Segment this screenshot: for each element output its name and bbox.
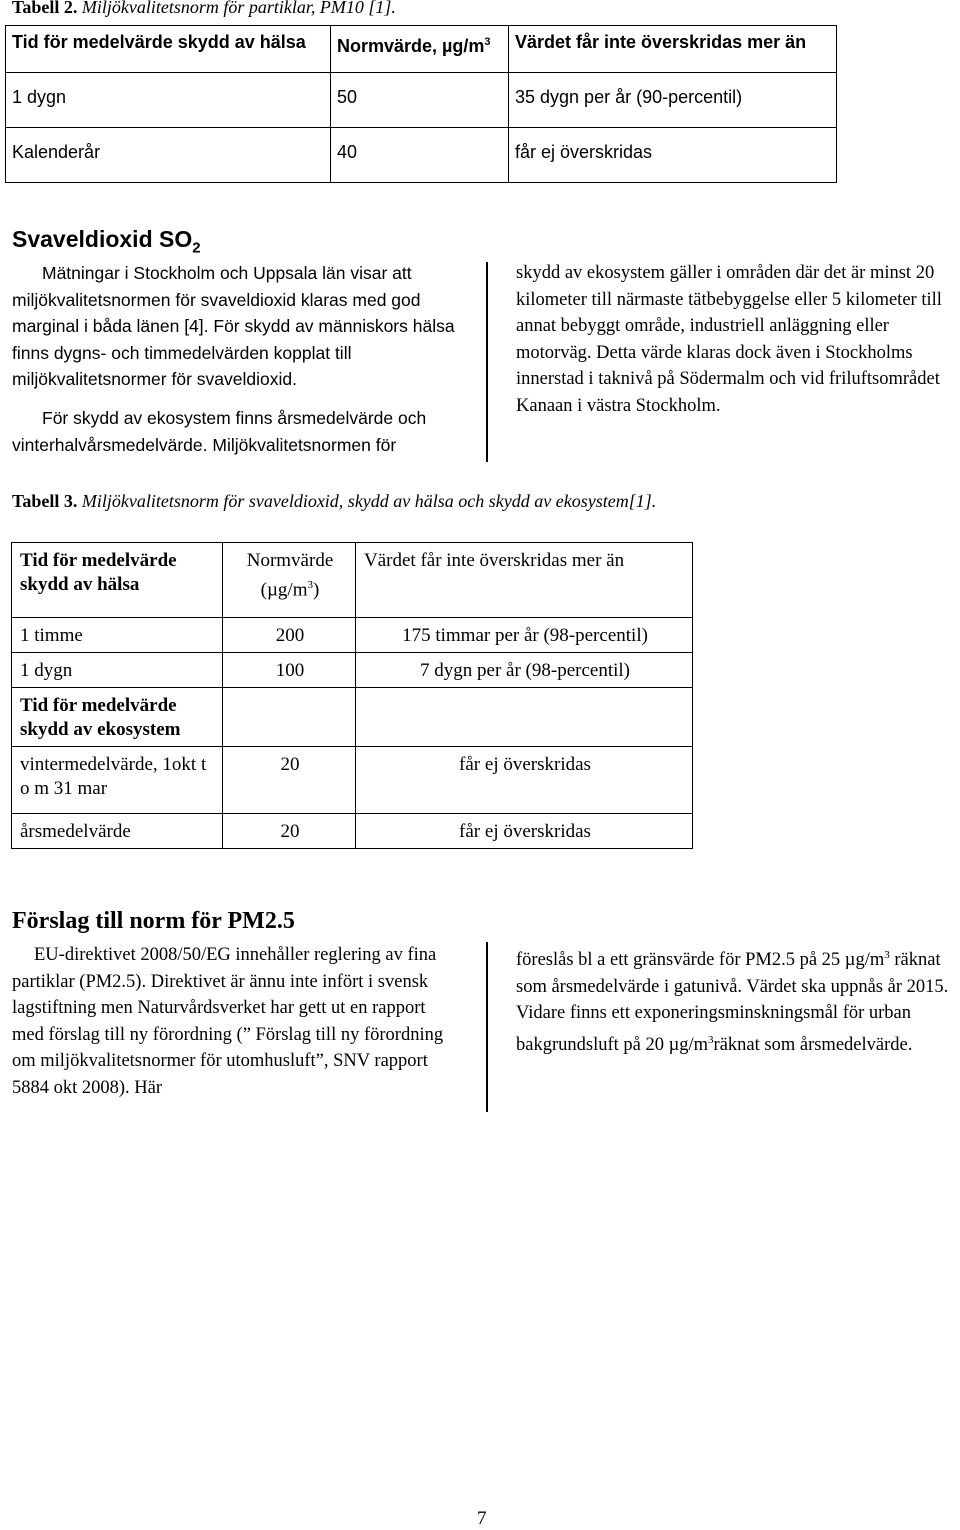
- table2-header-cell: Värdet får inte överskridas mer än: [509, 26, 837, 73]
- so2-heading: Svaveldioxid $SO_2$: [12, 226, 201, 257]
- table2-caption: [12, 0, 396, 18]
- table2: [5, 25, 837, 183]
- table2-header-cell: Tid för medelvärde skydd av hälsa: [6, 26, 331, 73]
- table-row: [12, 543, 693, 618]
- table-cell: 175 timmar per år (98-percentil): [356, 618, 693, 653]
- page-number: 7: [477, 1508, 487, 1529]
- so2-left-paragraph-1: Mätningar i Stockholm och Uppsala län visar att miljökvalitetsnormen för svaveldioxid klaras med god marginal i båda länen [4]. För skydd av människors hälsa finns dygns- och timmedelvärden kopplat till miljökvalitetsnormer för svaveldioxid.: [12, 263, 455, 389]
- table-cell: 20: [223, 747, 356, 814]
- table2-caption-text: Miljökvalitetsnorm för partiklar, PM10 [1].: [81, 0, 396, 17]
- table-cell: 100: [223, 653, 356, 688]
- table-row: [6, 26, 837, 73]
- table-cell: Kalenderår: [6, 128, 331, 183]
- table-cell: 1 dygn: [12, 653, 223, 688]
- table-cell: 1 dygn: [6, 73, 331, 128]
- table-cell: årsmedelvärde: [12, 814, 223, 849]
- table3-header-cell: Värdet får inte överskridas mer än: [356, 543, 693, 618]
- table-row: [12, 653, 693, 688]
- table-cell: 7 dygn per år (98-percentil): [356, 653, 693, 688]
- table2-caption-label: Tabell 2.: [12, 0, 78, 17]
- column-divider: [486, 262, 488, 462]
- table-row: [12, 747, 693, 814]
- table-cell: 1 timme: [12, 618, 223, 653]
- table-row: [12, 618, 693, 653]
- column-divider: [486, 942, 488, 1112]
- table-cell: 200: [223, 618, 356, 653]
- table3-caption-label: Tabell 3.: [12, 491, 78, 511]
- so2-right-paragraph: skydd av ekosystem gäller i områden där det är minst 20 kilometer till närmaste tätbebyggelse eller 5 kilometer till annat bebyggt område, industriell anläggning eller motorväg. Detta värde klaras dock även i Stockholms innerstad i taknivå på Södermalm och vid friluftsområdet Kanaan i västra Stockholm.: [516, 263, 942, 416]
- table2-header-cell: Normvärde, $\mu g/m^3$: [331, 26, 509, 73]
- table3-eco-header: Tid för medelvärde skydd av ekosystem: [12, 688, 223, 747]
- table3-header-cell: Tid för medelvärde skydd av hälsa: [12, 543, 223, 618]
- table-row: [12, 688, 693, 747]
- table-cell: [223, 688, 356, 747]
- table-row: [12, 814, 693, 849]
- table3-caption-text: Miljökvalitetsnorm för svaveldioxid, skydd av hälsa och skydd av ekosystem[1].: [81, 491, 657, 511]
- table-cell: får ej överskridas: [509, 128, 837, 183]
- table-cell: vintermedelvärde, 1okt t o m 31 mar: [12, 747, 223, 814]
- table-cell: får ej överskridas: [356, 814, 693, 849]
- pm25-left-paragraph: EU-direktivet 2008/50/EG innehåller reglering av fina partiklar (PM2.5). Direktivet är ännu inte infört i svensk lagstiftning men Naturvårdsverket har gett ut en rapport med förslag till ny förordning (” Förslag till ny förordning om miljökvalitetsnormer för utomhusluft”, SNV rapport 5884 okt 2008). Här: [12, 945, 444, 1098]
- table-cell: får ej överskridas: [356, 747, 693, 814]
- table-cell: 50: [331, 73, 509, 128]
- table-cell: 20: [223, 814, 356, 849]
- pm25-right-paragraph: föreslås bl a ett gränsvärde för PM2.5 på 25 $\mu g/m^3$ räknat som årsmedelvärde i gatunivå. Värdet ska uppnås år 2015. Vidare finns ett exponeringsminskningsmål för urban bakgrundsluft på 20 $\mu g/m^3räknat$ som årsmedelvärde.: [516, 949, 949, 1055]
- table3-caption: [12, 490, 656, 512]
- table3: [11, 542, 693, 849]
- pm25-heading: Förslag till norm för PM2.5: [12, 908, 295, 934]
- so2-left-paragraph-2: För skydd av ekosystem finns årsmedelvärde och vinterhalvårsmedelvärde. Miljökvalitetsnormen för: [12, 408, 427, 455]
- table-row: [6, 128, 837, 183]
- table-row: [6, 73, 837, 128]
- table-cell: [356, 688, 693, 747]
- table-cell: 40: [331, 128, 509, 183]
- table3-header-cell: Normvärde $(\mu g/m^3)$: [223, 543, 356, 618]
- table-cell: 35 dygn per år (90-percentil): [509, 73, 837, 128]
